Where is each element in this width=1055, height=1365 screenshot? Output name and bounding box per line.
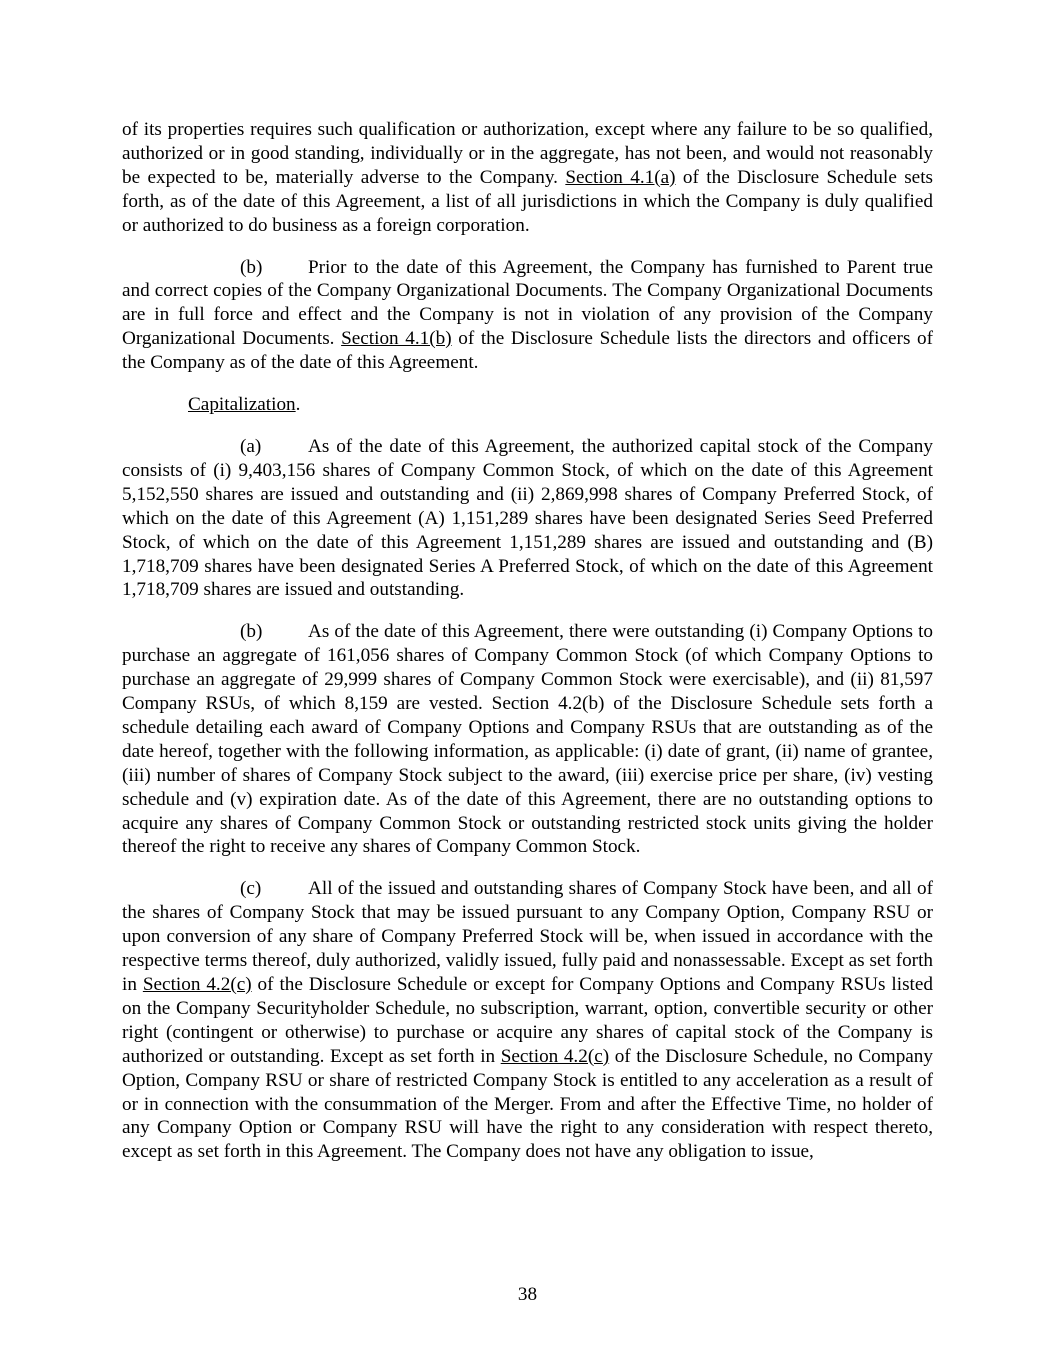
document-body — [122, 118, 933, 1164]
paragraph-label: (b) — [240, 621, 263, 643]
paragraph-label: (c) — [240, 878, 262, 900]
heading-indent — [122, 393, 188, 417]
text-run: All of the issued and outstanding shares of Company Stock have been, and all of the shares of Company Stock that may be issued pursuant to any Company Option, Company RSU or upon conversion of any share of Company Preferred Stock will be, when issued in accordance with the respective terms thereof, duly authorized, validly issued, fully paid and nonassessable. Except as set forth in — [122, 878, 933, 995]
section-reference: Section 4.2(c) — [500, 1045, 610, 1067]
para-4-2-b — [122, 620, 933, 859]
section-reference: Section 4.1(a) — [565, 166, 676, 188]
para-4-2-c — [122, 877, 933, 1164]
text-run: . — [295, 394, 301, 416]
para-continuation — [122, 118, 933, 238]
text-run: As of the date of this Agreement, the authorized capital stock of the Company consists of (i) 9,403,156 shares of Company Common Stock, of which on the date of this Agreement 5,152,550 shares are issued and outstanding and (ii) 2,869,998 shares of Company Preferred Stock, of which on the date of this Agreement (A) 1,151,289 shares have been designated Series Seed Preferred Stock, of which on the date of this Agreement 1,151,289 shares are issued and outstanding and (B) 1,718,709 shares have been designated Series A Preferred Stock, of which on the date of this Agreement 1,718,709 shares are issued and outstanding. — [122, 435, 933, 601]
text-run: of the Disclosure Schedule, no Company Option, Company RSU or share of restricted Company Stock is entitled to any acceleration as a result of or in connection with the consummation of the Merger. From and after the Effective Time, no holder of any Company Option or Company RSU will have the right to any consideration with respect thereto, except as set forth in this Agreement. The Company does not have any obligation to issue, — [122, 1045, 933, 1163]
paragraph-label: (b) — [240, 256, 263, 278]
para-4-2-a — [122, 435, 933, 602]
text-run: of the Disclosure Schedule or except for Company Options and Company RSUs listed on the Company Securityholder Schedule, no subscription, warrant, option, convertible security or other right (contingent or otherwise) to purchase or acquire any shares of capital stock of the Company is authorized or outstanding. Except as set forth in — [122, 974, 933, 1067]
section-reference: Section 4.2(c) — [142, 974, 252, 995]
paragraph-label: (a) — [240, 435, 262, 457]
text-run: Prior to the date of this Agreement, the Company has furnished to Parent true and correct copies of the Company Organizational Documents. The Company Organizational Documents are in full force and effect and the Company is not in violation of any provision of the Company Organizational Documents. — [122, 256, 933, 350]
section-reference: Section 4.1(b) — [341, 328, 452, 350]
para-heading-capitalization — [122, 393, 933, 417]
page-number: 38 — [517, 1284, 538, 1306]
text-run: of the Disclosure Schedule sets forth, as of the date of this Agreement, a list of all jurisdictions in which the Company is duly qualified or authorized to do business as a foreign corporation. — [122, 166, 933, 236]
text-run: As of the date of this Agreement, there were outstanding (i) Company Options to purchase an aggregate of 161,056 shares of Company Common Stock (of which Company Options to purchase an aggregate of 29,999 shares of Company Common Stock were exercisable), and (ii) 81,597 Company RSUs, of which 8,159 are vested. Section 4.2(b) of the Disclosure Schedule sets forth a schedule detailing each award of Company Options and Company RSUs that are outstanding as of the date hereof, together with the following information, as applicable: (i) date of grant, (ii) name of grantee, (iii) number of shares of Company Stock subject to the award, (iii) exercise price per share, (iv) vesting schedule and (v) expiration date. As of the date of this Agreement, there are no outstanding options to acquire any shares of Company Common Stock or outstanding restricted stock units giving the holder thereof the right to receive any shares of Company Common Stock. — [122, 621, 933, 858]
text-run: of its properties requires such qualification or authorization, except where any failure to be so qualified, authorized or in good standing, individually or in the aggregate, has not been, and would not reasonably be expected to be, materially adverse to the Company. — [122, 119, 933, 188]
section-reference: Capitalization — [188, 394, 296, 416]
text-run: of the Disclosure Schedule lists the directors and officers of the Company as of the date of this Agreement. — [122, 328, 934, 374]
para-4-1-b — [122, 256, 933, 376]
